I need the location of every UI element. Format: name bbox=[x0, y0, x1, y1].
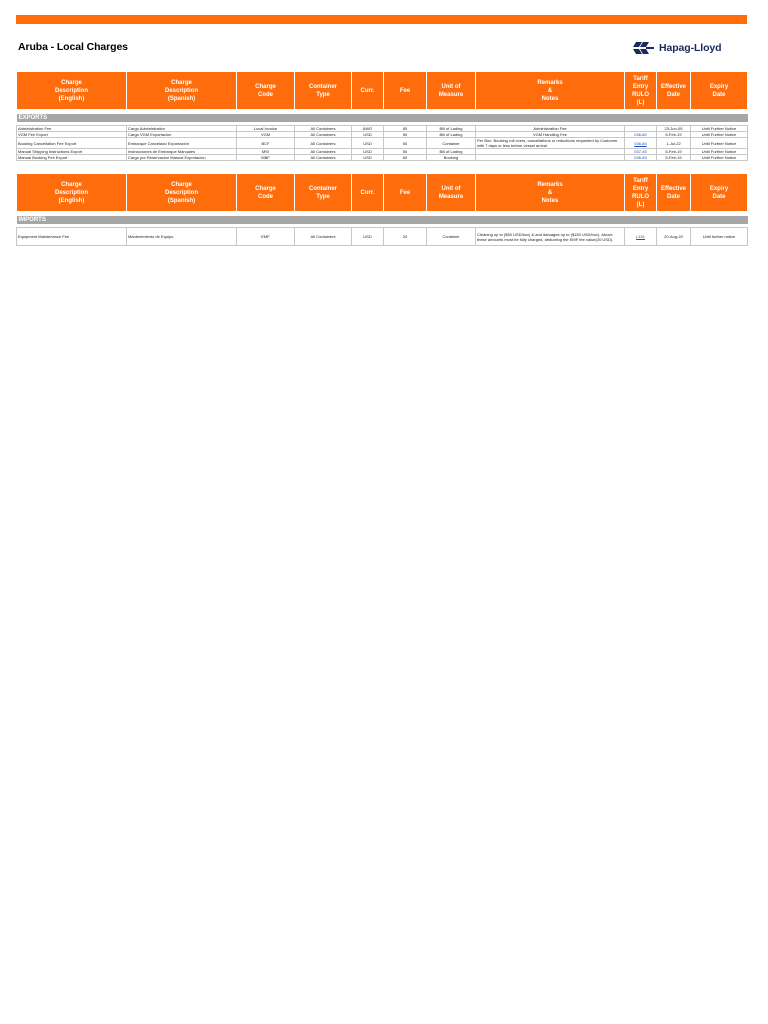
header-container-type: Container Type bbox=[295, 72, 352, 110]
header-expiry: Expiry Date bbox=[691, 72, 748, 110]
cell-effective: 5-Feb-19 bbox=[657, 149, 691, 155]
cell-unit: Bill of Lading bbox=[427, 132, 476, 138]
cell-code: Local Invoice bbox=[237, 126, 295, 132]
cell-effective: 5-Feb-19 bbox=[657, 155, 691, 161]
exports-table bbox=[16, 71, 748, 161]
cell-fee: 50 bbox=[384, 138, 427, 149]
cell-effective: 5-Feb-19 bbox=[657, 132, 691, 138]
header-effective: Effective Date bbox=[657, 174, 691, 212]
cell-currency: AWG bbox=[352, 126, 384, 132]
cell-unit: Bill of Lading bbox=[427, 149, 476, 155]
tariff-link[interactable]: 036-83 bbox=[634, 155, 647, 160]
cell-currency: USD bbox=[352, 155, 384, 161]
hapag-lloyd-logo-icon bbox=[633, 41, 655, 55]
section-label: IMPORTS bbox=[17, 216, 748, 224]
header-charge-code: Charge Code bbox=[237, 174, 295, 212]
header-desc-es: Charge Description (Spanish) bbox=[127, 174, 237, 212]
cell-code: BCF bbox=[237, 138, 295, 149]
cell-code: MBF bbox=[237, 155, 295, 161]
cell-container: All Containers bbox=[295, 228, 352, 246]
cell-remarks: Administration Fee bbox=[476, 126, 625, 132]
cell-remarks: Per Box. Booking roll overs, cancellations or reductions requested by Customer with 7 days or less before vessel arrival bbox=[476, 138, 625, 149]
header-container-type: Container Type bbox=[295, 174, 352, 212]
header-desc-en: Charge Description (English) bbox=[17, 174, 127, 212]
cell-desc-en: Administration Fee bbox=[17, 126, 127, 132]
cell-desc-es: Cargo Administrativo bbox=[127, 126, 237, 132]
cell-unit: Container bbox=[427, 228, 476, 246]
header-unit: Unit of Measure bbox=[427, 174, 476, 212]
exports-header-row bbox=[17, 72, 748, 110]
cell-expiry: Until Further Notice bbox=[691, 126, 748, 132]
table-row bbox=[17, 155, 748, 161]
header-currency: Curr. bbox=[352, 174, 384, 212]
cell-remarks bbox=[476, 155, 625, 161]
cell-desc-es: Instrucciones de Embarque Manuales bbox=[127, 149, 237, 155]
cell-code: EMF bbox=[237, 228, 295, 246]
cell-container: All Containers bbox=[295, 138, 352, 149]
tariff-link[interactable]: 037-45 bbox=[634, 149, 647, 154]
imports-table bbox=[16, 173, 748, 246]
cell-desc-en: Booking Cancellation Fee Export bbox=[17, 138, 127, 149]
header-remarks: Remarks & Notes bbox=[476, 174, 625, 212]
cell-unit: Bill of Lading bbox=[427, 126, 476, 132]
cell-container: All Containers bbox=[295, 132, 352, 138]
tariff-link[interactable]: 036-80 bbox=[634, 132, 647, 137]
header-remarks: Remarks & Notes bbox=[476, 72, 625, 110]
cell-desc-en: Manual Booking Fee Export bbox=[17, 155, 127, 161]
cell-effective: 1-Jul-22 bbox=[657, 138, 691, 149]
page-title: Aruba - Local Charges bbox=[18, 41, 128, 53]
cell-expiry: Until Further Notice bbox=[691, 155, 748, 161]
cell-currency: USD bbox=[352, 149, 384, 155]
header-fee: Fee bbox=[384, 174, 427, 212]
cell-effective: 23-Jun-05 bbox=[657, 126, 691, 132]
header-charge-code: Charge Code bbox=[237, 72, 295, 110]
header-tariff: Tariff Entry RULO (L) bbox=[625, 174, 657, 212]
cell-fee: 50 bbox=[384, 149, 427, 155]
cell-container: All Containers bbox=[295, 155, 352, 161]
cell-container: All Containers bbox=[295, 126, 352, 132]
cell-desc-es: Cargo por Reservacion Manual Exportacion bbox=[127, 155, 237, 161]
cell-expiry: Until Further Notice bbox=[691, 138, 748, 149]
cell-tariff[interactable] bbox=[625, 138, 657, 149]
tariff-link[interactable]: L151 bbox=[636, 234, 645, 239]
header-fee: Fee bbox=[384, 72, 427, 110]
cell-remarks: Cleaning up to ($50 USD/box) & and damages up to ($150 USD/box). Above these amounts must be fully charged, deducting the EMF fee value(20 USD). bbox=[476, 228, 625, 246]
cell-code: MSI bbox=[237, 149, 295, 155]
cell-currency: USD bbox=[352, 138, 384, 149]
cell-code: VGM bbox=[237, 132, 295, 138]
cell-effective: 20-Aug-20 bbox=[657, 228, 691, 246]
cell-expiry: Until Further Notice bbox=[691, 132, 748, 138]
header-effective: Effective Date bbox=[657, 72, 691, 110]
cell-fee: 65 bbox=[384, 126, 427, 132]
cell-unit: Container bbox=[427, 138, 476, 149]
cell-desc-es: Embarque Cancelado Exportación bbox=[127, 138, 237, 149]
header-desc-en: Charge Description (English) bbox=[17, 72, 127, 110]
section-header-exports bbox=[17, 114, 748, 122]
cell-tariff[interactable] bbox=[625, 155, 657, 161]
cell-desc-en: Equipment Maintenance Fee bbox=[17, 228, 127, 246]
tariff-link[interactable]: 036-84 bbox=[634, 140, 647, 146]
cell-container: All Containers bbox=[295, 149, 352, 155]
cell-desc-es: Cargo VGM Exportacion bbox=[127, 132, 237, 138]
header-tariff: Tariff Entry RULO (L) bbox=[625, 72, 657, 110]
company-logo bbox=[633, 40, 722, 56]
header-desc-es: Charge Description (Spanish) bbox=[127, 72, 237, 110]
cell-unit: Booking bbox=[427, 155, 476, 161]
cell-tariff[interactable] bbox=[625, 228, 657, 246]
header-unit: Unit of Measure bbox=[427, 72, 476, 110]
cell-desc-en: VGM Fee Export bbox=[17, 132, 127, 138]
section-header-imports bbox=[17, 216, 748, 224]
top-accent-bar bbox=[16, 15, 747, 24]
table-row bbox=[17, 138, 748, 149]
cell-desc-en: Manual Shipping Instructions Export bbox=[17, 149, 127, 155]
cell-fee: 60 bbox=[384, 155, 427, 161]
section-label: EXPORTS bbox=[17, 114, 748, 122]
cell-expiry: Until further notice bbox=[691, 228, 748, 246]
cell-currency: USD bbox=[352, 132, 384, 138]
table-row bbox=[17, 228, 748, 246]
cell-remarks: VGM Handling Fee bbox=[476, 132, 625, 138]
cell-expiry: Until Further Notice bbox=[691, 149, 748, 155]
imports-header-row bbox=[17, 174, 748, 212]
cell-fee: 20 bbox=[384, 228, 427, 246]
header-currency: Curr. bbox=[352, 72, 384, 110]
header-expiry: Expiry Date bbox=[691, 174, 748, 212]
cell-desc-es: Mantenimiento de Equipo bbox=[127, 228, 237, 246]
logo-wordmark: Hapag-Lloyd bbox=[659, 42, 722, 54]
cell-currency: USD bbox=[352, 228, 384, 246]
cell-fee: 50 bbox=[384, 132, 427, 138]
